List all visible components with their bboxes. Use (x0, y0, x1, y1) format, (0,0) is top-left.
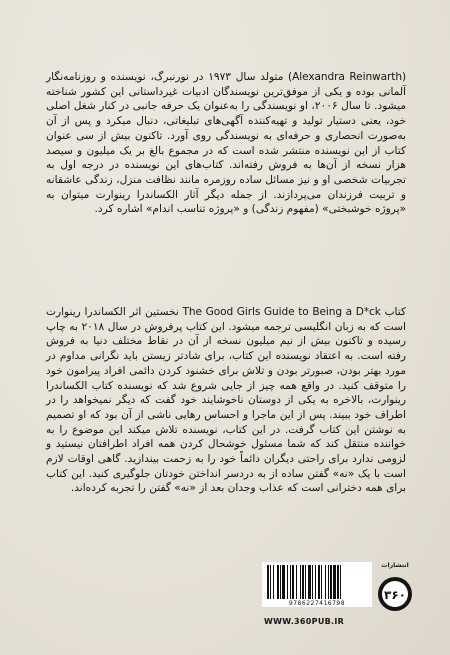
barcode-bar (270, 565, 271, 599)
barcode-bar (315, 565, 316, 599)
barcode-bar (302, 565, 304, 599)
barcode-bar (287, 565, 288, 599)
barcode-bar (308, 565, 311, 599)
barcode-bar (330, 565, 332, 599)
barcode-bar (292, 565, 294, 599)
barcode-bars (266, 565, 368, 599)
barcode-bar (273, 565, 274, 599)
bio-text: ) متولد سال ۱۹۷۳ در نورنبرگ، نویسنده و روزنامه‌نگار آلمانی بوده و یکی از موفق‌ترین نویسندگان ادبیات غیرداستانی این کشور شناخته میشود. تا سال ۲۰۰۶، او نویسندگی را به‌عنوان یک حرفه جانبی در کنار شغل اصلی خود، یعنی دستیار تولید و تهیه‌کننده آگهی‌های تبلیغاتی، دنبال میکرد و پس از آن به‌صورت انحصاری و حرفه‌ای به نویسندگی روی آورد. تاکنون بیش از سی عنوان کتاب از این نویسنده منتشر شده است که در مجموع بالغ بر یک میلیون و سیصد هزار نسخه از آن‌ها به فروش رفته‌اند. کتاب‌های این نویسنده در درجه اول به تجربیات شخصی او و نیز مسائل ساده روزمره مانند نظافت منزل، زندگی عاشقانه و تربیت فرزندان می‌پردازند. از جمله دیگر آثار الکساندرا رینوارت میتوان به «پروژه خوشبختی» (مفهوم زندگی) و «پروژه تناسب اندام» اشاره کرد. (46, 71, 406, 216)
barcode-bar (300, 565, 301, 599)
barcode-bar (333, 565, 336, 599)
publisher-360-emblem (376, 568, 414, 618)
description-text: نخستین اثر الکساندرا رینوارت است که به زبان انگلیسی ترجمه میشود. این کتاب پرفروش در سال ۲۰۱۸ به چاپ رسیده و تاکنون بیش از نیم میلیون نسخه از آن در نقاط مختلف دنیا به فروش رفته است. به اعتقاد نویسنده این کتاب، برای شادتر زیستن باید نگرانی مداوم در مورد بهتر بودن، صبورتر بودن و تلاش برای خشنود کردن دائمی افراد پیرامون خود را متوقف کنید. در واقع همه چیز از جایی شروع شد که نویسنده کتاب الکساندرا رینوارت، بالاخره به یکی از دوستان ناخوشایند خود گفت که دیگر نمیخواهد را در اطراف خود ببیند. پس از این ماجرا و احساس رهایی ناشی از آن بود که او تصمیم به نوشتن این کتاب گرفت. در این کتاب، نویسنده تلاش میکند این موضوع را به خواننده منتقل کند که شما مسئول خوشحال کردن همه افراد اطرافتان نیستید و لزومی ندارد برای راحتی دیگران دائماً خود را به زحمت بیندازید. گاهی اوقات لازم است با یک «نه» گفتن ساده از به دردسر انداختن خودتان جلوگیری کنید. این کتاب برای همه دخترانی است که عذاب وجدان بعد از «نه» گفتن را تجربه کرده‌اند. (46, 306, 406, 495)
barcode-bar (305, 565, 306, 599)
publisher-logo-label: انتشارات (381, 562, 409, 569)
publisher-website: WWW.360PUB.IR (264, 617, 345, 626)
cover-footer (262, 562, 412, 642)
barcode-bar (312, 565, 313, 599)
barcode-bar (296, 565, 297, 599)
bio-open-paren: ( (401, 71, 406, 83)
book-title-latin: The Good Girls Guide to Being a D*ck (182, 306, 381, 318)
barcode-bar (290, 565, 291, 599)
barcode-bar (321, 565, 322, 599)
description-lead: کتاب (380, 306, 407, 318)
barcode-bar (340, 565, 341, 599)
isbn-barcode (262, 562, 372, 600)
barcode-bar (318, 565, 320, 599)
author-name-latin: Alexandra Reinwarth (292, 71, 402, 83)
book-description-paragraph (46, 305, 406, 496)
barcode-bar (267, 565, 269, 599)
barcode-bar (280, 565, 281, 599)
barcode-bar (328, 565, 329, 599)
barcode-bar (337, 565, 339, 599)
author-biography-paragraph (46, 70, 406, 217)
publisher-logo (376, 562, 414, 616)
barcode-bar (282, 565, 285, 599)
publisher-logo-number: ۳۶۰ (384, 588, 406, 602)
isbn-number: 9786227416798 (262, 600, 372, 607)
barcode-bar (277, 565, 279, 599)
barcode-bar (325, 565, 326, 599)
